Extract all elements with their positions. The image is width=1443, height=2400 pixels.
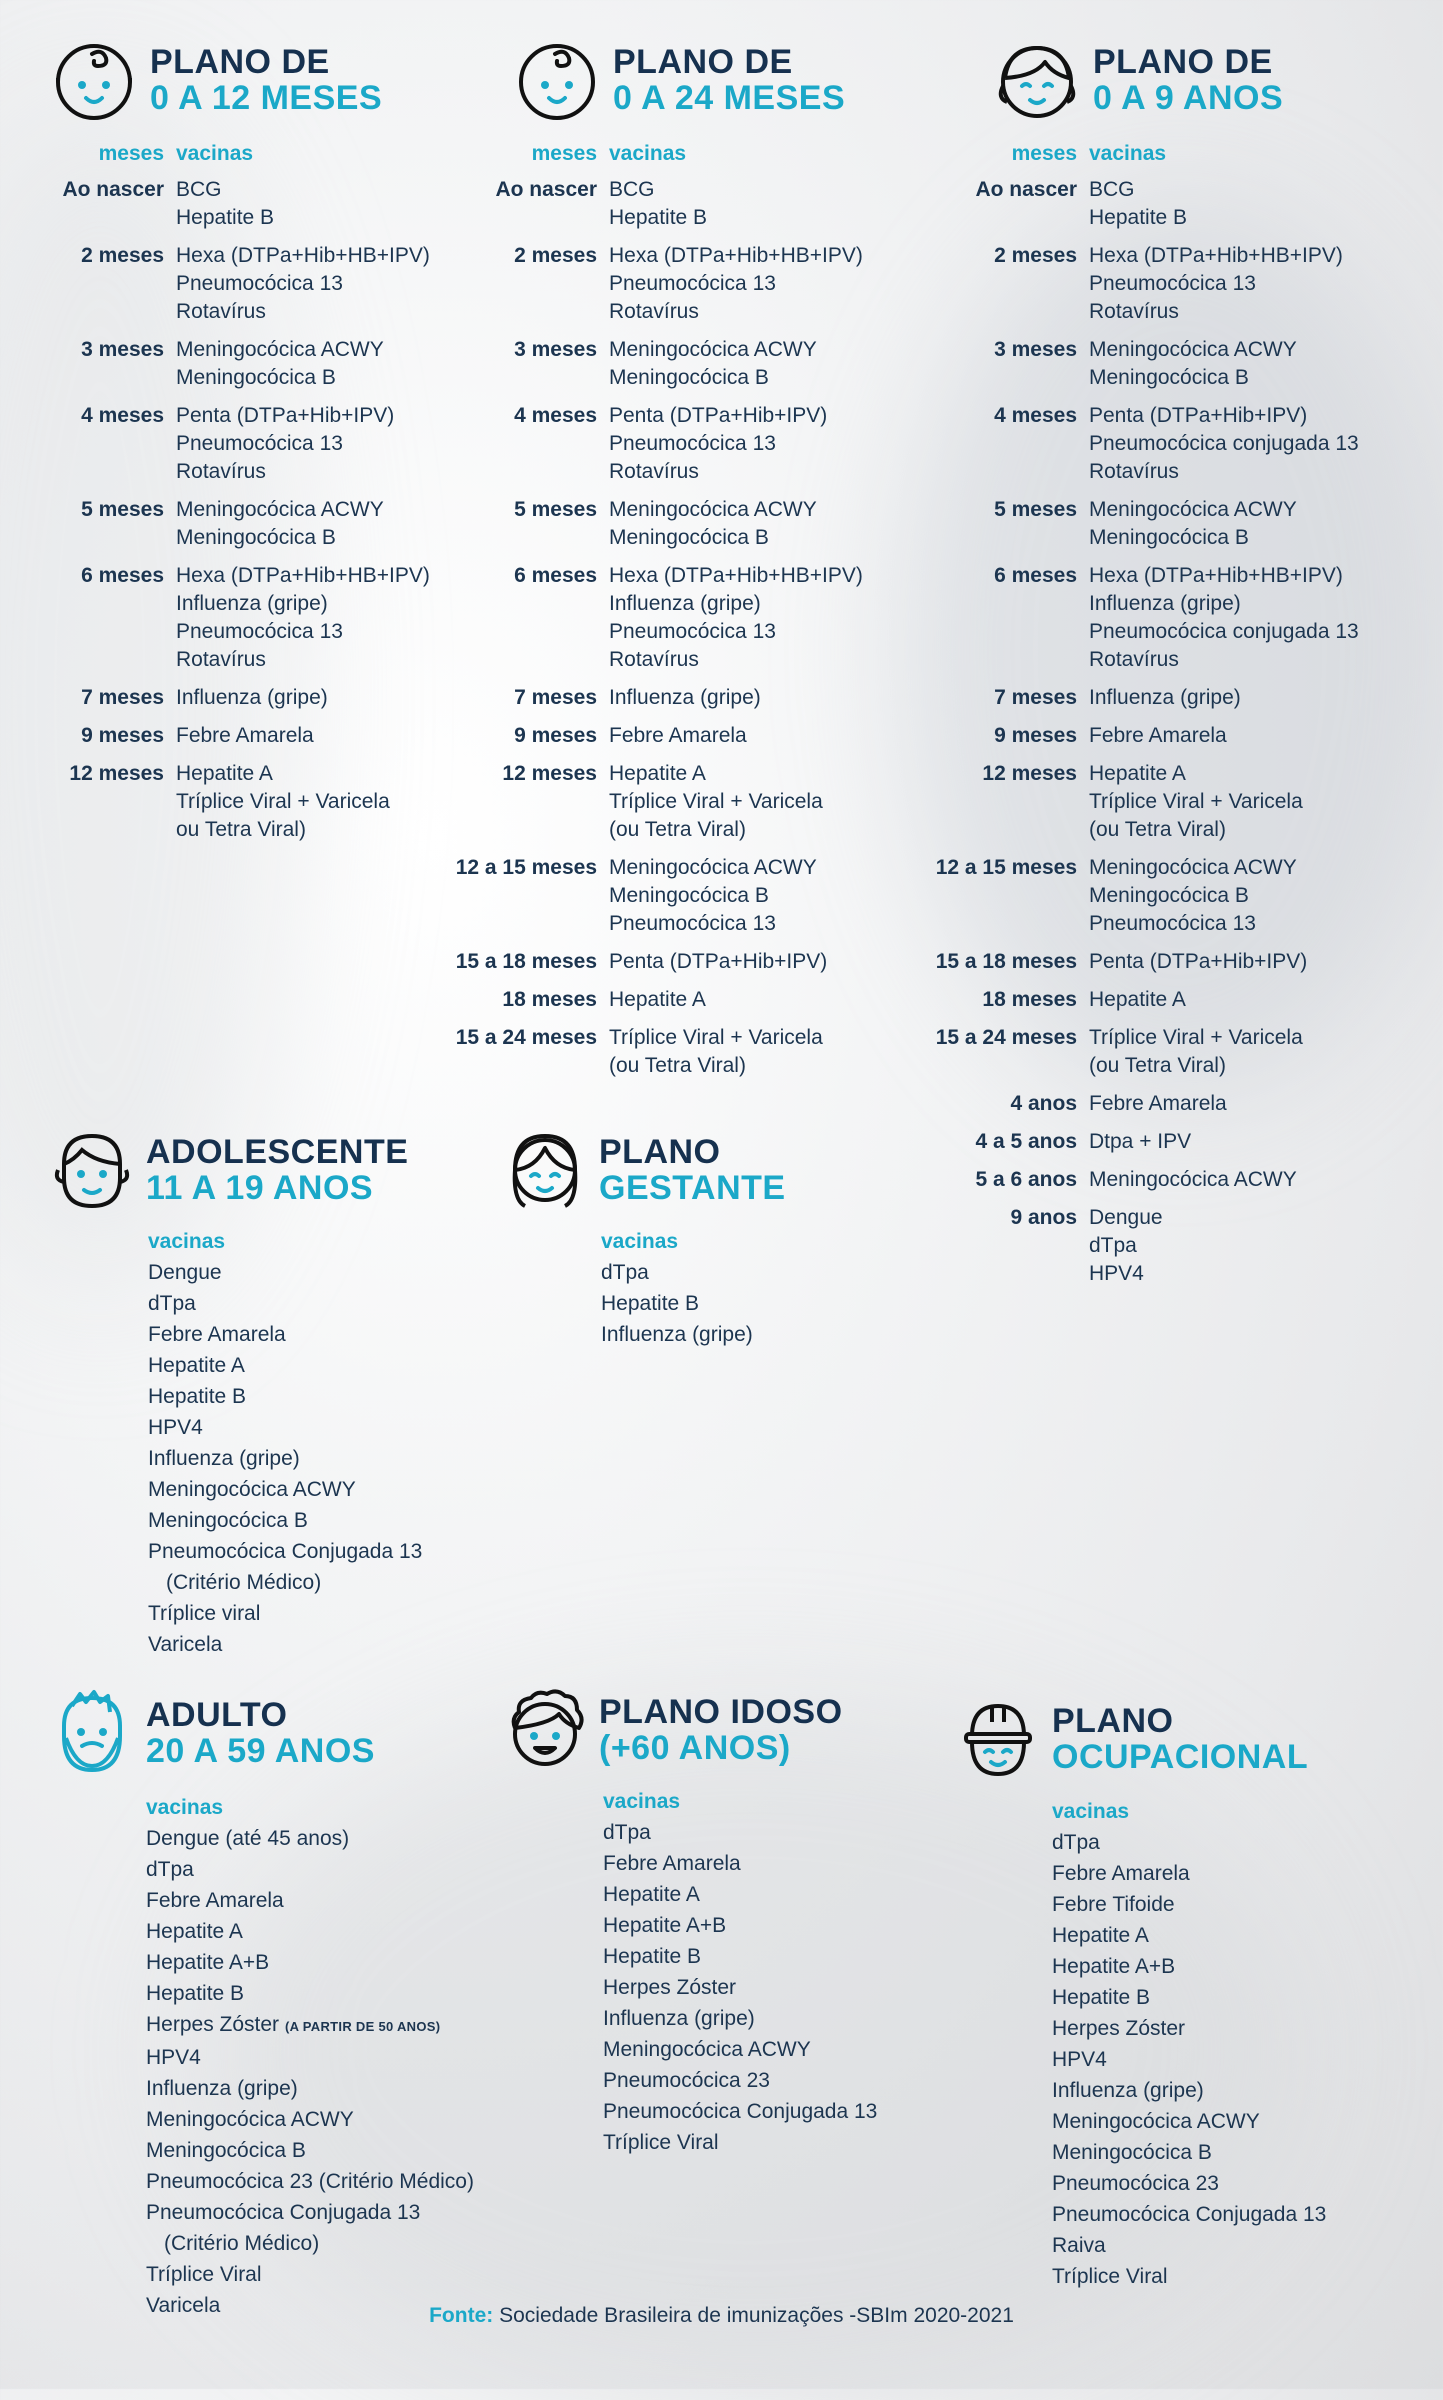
source-label: Fonte:: [429, 2304, 494, 2327]
vaccine-name: Meningocócica B: [148, 1509, 308, 1532]
schedule-age: 9 meses: [81, 724, 164, 747]
plan-subtitle: 11 A 19 ANOS: [146, 1169, 374, 1207]
vaccine-name: Hepatite A: [148, 1354, 245, 1377]
vaccine-list: [1052, 1796, 1418, 2292]
list-item: [146, 1947, 492, 1978]
list-item: [1052, 2230, 1418, 2261]
list-header: vacinas: [146, 1796, 224, 1819]
vaccine-name: Tríplice Viral: [146, 2263, 262, 2286]
vaccine-name: Pneumocócica 23 (Critério Médico): [146, 2170, 474, 2193]
list-item: [146, 1916, 492, 1947]
list-item: [148, 1319, 472, 1350]
schedule-row: [917, 854, 1437, 938]
schedule-row: [437, 722, 907, 750]
schedule-row: [437, 684, 907, 712]
vaccine-name: Febre Amarela: [1052, 1862, 1190, 1885]
schedule-row: [917, 1204, 1437, 1288]
schedule-vaccines: Penta (DTPa+Hib+IPV): [609, 950, 828, 973]
vaccine-name: Meningocócica ACWY: [603, 2038, 811, 2061]
list-item: [603, 2065, 945, 2096]
schedule-age: 4 a 5 anos: [975, 1130, 1077, 1153]
plan-title: ADOLESCENTE: [146, 1133, 409, 1171]
schedule-header: [917, 140, 1437, 168]
schedule-row: [917, 242, 1437, 326]
plan-ocupacional: [958, 1696, 1418, 2292]
schedule-vaccines: Meningocócica ACWY Meningocócica B: [609, 338, 817, 389]
schedule-row: [52, 684, 452, 712]
schedule-age: 12 meses: [69, 762, 164, 785]
schedule-age: 4 anos: [1010, 1092, 1077, 1115]
schedule-age: 7 meses: [514, 686, 597, 709]
schedule-vaccines: Penta (DTPa+Hib+IPV) Pneumocócica 13 Rotavírus: [176, 404, 395, 483]
schedule-table: [52, 140, 452, 844]
schedule-vaccines: Influenza (gripe): [1089, 686, 1241, 709]
schedule-row: [437, 1024, 907, 1080]
vaccine-name: Influenza (gripe): [146, 2077, 298, 2100]
list-item: [148, 1350, 472, 1381]
bearded-man-icon: [52, 1688, 132, 1778]
schedule-row: [917, 1128, 1437, 1156]
list-item: [603, 2127, 945, 2158]
schedule-vaccines: Hexa (DTPa+Hib+HB+IPV) Pneumocócica 13 Rotavírus: [609, 244, 863, 323]
vaccine-name: Pneumocócica 23: [1052, 2172, 1219, 2195]
list-item: [1052, 2075, 1418, 2106]
list-item: [146, 2259, 492, 2290]
schedule-row: [437, 562, 907, 674]
schedule-row: [52, 336, 452, 392]
schedule-vaccines: Tríplice Viral + Varicela (ou Tetra Viral): [609, 1026, 823, 1077]
vaccine-name: Meningocócica B: [1052, 2141, 1212, 2164]
list-item: [146, 1978, 492, 2009]
schedule-age: 5 meses: [514, 498, 597, 521]
vaccine-name: Hepatite A+B: [146, 1951, 270, 1974]
vaccine-name: Influenza (gripe): [601, 1323, 753, 1346]
schedule-age: 15 a 18 meses: [455, 950, 597, 973]
list-item: [1052, 1951, 1418, 1982]
schedule-age: 4 meses: [81, 404, 164, 427]
list-item: [603, 1941, 945, 1972]
vaccine-name: Febre Amarela: [603, 1852, 741, 1875]
plan-adulto: [52, 1688, 492, 2321]
list-item: [148, 1505, 472, 1536]
vaccine-name: Herpes Zóster: [146, 2013, 280, 2036]
list-item: [1052, 1858, 1418, 1889]
baby-face-icon: [52, 38, 136, 122]
plan-subtitle: GESTANTE: [599, 1169, 786, 1207]
vaccine-name: Hepatite B: [603, 1945, 702, 1968]
schedule-row: [917, 336, 1437, 392]
schedule-row: [437, 496, 907, 552]
list-item: [1052, 1889, 1418, 1920]
schedule-vaccines: Penta (DTPa+Hib+IPV): [1089, 950, 1308, 973]
schedule-vaccines: Febre Amarela: [1089, 1092, 1227, 1115]
vaccine-name: Raiva: [1052, 2234, 1106, 2257]
list-item: [1052, 2168, 1418, 2199]
list-header: vacinas: [601, 1230, 679, 1253]
list-item: [1052, 1982, 1418, 2013]
schedule-row: [52, 242, 452, 326]
list-item: [603, 1817, 945, 1848]
schedule-age: 12 a 15 meses: [455, 856, 597, 879]
schedule-header: [437, 140, 907, 168]
vaccine-name: Hepatite B: [146, 1982, 245, 2005]
schedule-row: [437, 854, 907, 938]
schedule-header: [52, 140, 452, 168]
schedule-row: [917, 760, 1437, 844]
schedule-row: [52, 496, 452, 552]
plan-title: PLANO DE: [150, 43, 330, 81]
vaccine-name: Meningocócica ACWY: [1052, 2110, 1260, 2133]
list-item: [146, 1885, 492, 1916]
vaccine-list: [146, 1792, 492, 2321]
schedule-vaccines: BCG Hepatite B: [176, 178, 275, 229]
vaccine-name: Meningocócica ACWY: [148, 1478, 356, 1501]
schedule-vaccines: Hexa (DTPa+Hib+HB+IPV) Influenza (gripe) Pneumocócica 13 Rotavírus: [176, 564, 430, 671]
plan-title: ADULTO: [146, 1696, 288, 1734]
schedule-age: Ao nascer: [495, 178, 597, 201]
vaccine-name: Pneumocócica Conjugada 13: [603, 2100, 878, 2123]
schedule-age: 5 a 6 anos: [975, 1168, 1077, 1191]
header-vaccines: vacinas: [609, 142, 687, 165]
plan-title: PLANO DE: [613, 43, 793, 81]
schedule-row: [917, 562, 1437, 674]
schedule-age: 6 meses: [81, 564, 164, 587]
age-note: (A PARTIR DE 50 ANOS): [285, 2019, 441, 2034]
vaccine-list: [148, 1226, 472, 1660]
schedule-age: 6 meses: [994, 564, 1077, 587]
list-item: [601, 1288, 905, 1319]
list-item: [146, 1854, 492, 1885]
vaccine-name: Varicela: [148, 1633, 223, 1656]
vaccine-name: Herpes Zóster: [603, 1976, 737, 1999]
schedule-vaccines: BCG Hepatite B: [1089, 178, 1188, 229]
vaccine-name: Hepatite B: [148, 1385, 247, 1408]
plan-title: PLANO IDOSO: [599, 1693, 843, 1731]
list-item: [146, 2104, 492, 2135]
schedule-age: 18 meses: [982, 988, 1077, 1011]
vaccine-name: Hepatite A+B: [603, 1914, 727, 1937]
list-item: [146, 2228, 492, 2259]
list-item: [146, 2166, 492, 2197]
schedule-age: 12 a 15 meses: [935, 856, 1077, 879]
vaccine-list: [603, 1786, 945, 2158]
vaccine-name: Hepatite B: [1052, 1986, 1151, 2009]
plan-subtitle: OCUPACIONAL: [1052, 1738, 1309, 1776]
schedule-age: 4 meses: [514, 404, 597, 427]
vaccine-name: Hepatite A: [603, 1883, 700, 1906]
vaccine-name: Dengue: [148, 1261, 222, 1284]
schedule-row: [437, 176, 907, 232]
schedule-age: 18 meses: [502, 988, 597, 1011]
plan-idoso: [505, 1688, 945, 2158]
list-header: vacinas: [603, 1790, 681, 1813]
schedule-age: 9 meses: [514, 724, 597, 747]
vaccine-name: Pneumocócica Conjugada 13: [1052, 2203, 1327, 2226]
list-item: [148, 1288, 472, 1319]
schedule-vaccines: Hepatite A Tríplice Viral + Varicela ou Tetra Viral): [176, 762, 390, 841]
list-item: [1052, 2106, 1418, 2137]
vaccine-name: Influenza (gripe): [148, 1447, 300, 1470]
schedule-age: 6 meses: [514, 564, 597, 587]
list-item: [148, 1474, 472, 1505]
plan-subtitle: (+60 ANOS): [599, 1729, 791, 1767]
list-item: [603, 1910, 945, 1941]
list-item: [146, 1823, 492, 1854]
schedule-table: [437, 140, 907, 1080]
plan-0-12-months: [52, 38, 452, 854]
list-item: [148, 1536, 472, 1567]
schedule-row: [917, 684, 1437, 712]
vaccine-name: Dengue (até 45 anos): [146, 1827, 350, 1850]
schedule-vaccines: Influenza (gripe): [176, 686, 328, 709]
schedule-vaccines: Meningocócica ACWY Meningocócica B: [1089, 338, 1297, 389]
schedule-vaccines: Hepatite A Tríplice Viral + Varicela (ou Tetra Viral): [609, 762, 823, 841]
schedule-age: 9 meses: [994, 724, 1077, 747]
schedule-age: 15 a 24 meses: [935, 1026, 1077, 1049]
schedule-vaccines: Hexa (DTPa+Hib+HB+IPV) Influenza (gripe) Pneumocócica conjugada 13 Rotavírus: [1089, 564, 1359, 671]
list-item: [146, 2042, 492, 2073]
header-age: meses: [98, 142, 164, 165]
plan-0-24-months: [437, 38, 907, 1090]
list-item: [1052, 2261, 1418, 2292]
list-item: [603, 1972, 945, 2003]
schedule-vaccines: Meningocócica ACWY Meningocócica B Pneumocócica 13: [609, 856, 817, 935]
schedule-age: 3 meses: [514, 338, 597, 361]
vaccine-name: Pneumocócica 23: [603, 2069, 770, 2092]
vaccine-name: Herpes Zóster: [1052, 2017, 1186, 2040]
schedule-vaccines: Tríplice Viral + Varicela (ou Tetra Viral): [1089, 1026, 1303, 1077]
vaccine-name: Febre Amarela: [148, 1323, 286, 1346]
source-footer: [0, 2304, 1443, 2328]
hard-hat-worker-icon: [958, 1696, 1038, 1782]
list-item: [148, 1257, 472, 1288]
girl-face-icon: [995, 38, 1079, 122]
woman-face-icon: [505, 1128, 585, 1212]
plan-subtitle: 0 A 24 MESES: [613, 79, 846, 117]
schedule-vaccines: Hepatite A: [609, 988, 706, 1011]
header-vaccines: vacinas: [176, 142, 254, 165]
schedule-row: [52, 562, 452, 674]
schedule-row: [917, 402, 1437, 486]
schedule-row: [917, 496, 1437, 552]
vaccine-list: [601, 1226, 905, 1350]
vaccine-name: (Critério Médico): [164, 2232, 320, 2255]
schedule-row: [52, 176, 452, 232]
schedule-row: [437, 948, 907, 976]
schedule-vaccines: Febre Amarela: [609, 724, 747, 747]
schedule-vaccines: Dtpa + IPV: [1089, 1130, 1192, 1153]
schedule-vaccines: Febre Amarela: [1089, 724, 1227, 747]
list-item: [1052, 2044, 1418, 2075]
list-item: [148, 1629, 472, 1660]
schedule-row: [917, 176, 1437, 232]
vaccine-name: dTpa: [148, 1292, 196, 1315]
schedule-vaccines: Meningocócica ACWY Meningocócica B: [1089, 498, 1297, 549]
header-vaccines: vacinas: [1089, 142, 1167, 165]
schedule-age: 15 a 18 meses: [935, 950, 1077, 973]
schedule-row: [52, 402, 452, 486]
vaccine-name: HPV4: [148, 1416, 203, 1439]
schedule-vaccines: Hexa (DTPa+Hib+HB+IPV) Pneumocócica 13 Rotavírus: [1089, 244, 1343, 323]
vaccine-name: dTpa: [146, 1858, 194, 1881]
list-item: [148, 1567, 472, 1598]
list-item: [1052, 2137, 1418, 2168]
schedule-row: [52, 760, 452, 844]
schedule-row: [917, 1090, 1437, 1118]
list-item: [603, 1879, 945, 1910]
vaccine-name: Febre Tifoide: [1052, 1893, 1175, 1916]
list-item: [1052, 1827, 1418, 1858]
list-item: [148, 1381, 472, 1412]
header-age: meses: [531, 142, 597, 165]
schedule-age: 9 anos: [1010, 1206, 1077, 1229]
schedule-row: [917, 1166, 1437, 1194]
schedule-age: 7 meses: [81, 686, 164, 709]
plan-title: PLANO: [599, 1133, 721, 1171]
schedule-vaccines: BCG Hepatite B: [609, 178, 708, 229]
plan-subtitle: 0 A 12 MESES: [150, 79, 383, 117]
schedule-vaccines: Meningocócica ACWY Meningocócica B Pneumocócica 13: [1089, 856, 1297, 935]
vaccine-name: dTpa: [601, 1261, 649, 1284]
plan-subtitle: 0 A 9 ANOS: [1093, 79, 1284, 117]
list-item: [146, 2135, 492, 2166]
schedule-row: [917, 986, 1437, 1014]
vaccine-name: Hepatite B: [601, 1292, 700, 1315]
vaccine-name: HPV4: [146, 2046, 201, 2069]
list-header: vacinas: [148, 1230, 226, 1253]
schedule-row: [917, 722, 1437, 750]
schedule-age: 15 a 24 meses: [455, 1026, 597, 1049]
schedule-age: 12 meses: [982, 762, 1077, 785]
plan-gestante: [505, 1128, 905, 1350]
schedule-row: [437, 986, 907, 1014]
schedule-age: 4 meses: [994, 404, 1077, 427]
schedule-age: 2 meses: [514, 244, 597, 267]
vaccine-name: (Critério Médico): [166, 1571, 322, 1594]
schedule-age: 5 meses: [81, 498, 164, 521]
curly-hair-man-icon: [505, 1688, 585, 1772]
list-item: [1052, 2013, 1418, 2044]
schedule-vaccines: Hepatite A Tríplice Viral + Varicela (ou Tetra Viral): [1089, 762, 1303, 841]
list-item: [601, 1257, 905, 1288]
vaccine-name: dTpa: [603, 1821, 651, 1844]
list-item: [148, 1443, 472, 1474]
schedule-age: 2 meses: [994, 244, 1077, 267]
schedule-vaccines: Meningocócica ACWY Meningocócica B: [176, 498, 384, 549]
list-header: vacinas: [1052, 1800, 1130, 1823]
schedule-row: [437, 336, 907, 392]
schedule-row: [437, 760, 907, 844]
schedule-vaccines: Meningocócica ACWY Meningocócica B: [609, 498, 817, 549]
schedule-row: [917, 1024, 1437, 1080]
list-item: [1052, 1920, 1418, 1951]
schedule-vaccines: Febre Amarela: [176, 724, 314, 747]
vaccine-name: Tríplice Viral: [603, 2131, 719, 2154]
schedule-age: 5 meses: [994, 498, 1077, 521]
list-item: [146, 2197, 492, 2228]
vaccine-name: Tríplice viral: [148, 1602, 261, 1625]
schedule-age: Ao nascer: [975, 178, 1077, 201]
list-item: [603, 2096, 945, 2127]
vaccine-name: Febre Amarela: [146, 1889, 284, 1912]
schedule-row: [437, 402, 907, 486]
list-item: [148, 1598, 472, 1629]
schedule-age: 3 meses: [81, 338, 164, 361]
plan-adolescente: [52, 1128, 472, 1660]
plan-0-9-years: [917, 38, 1437, 1298]
baby-face-icon: [515, 38, 599, 122]
list-item: [603, 2034, 945, 2065]
schedule-row: [52, 722, 452, 750]
schedule-vaccines: Dengue dTpa HPV4: [1089, 1206, 1163, 1285]
vaccine-name: Hepatite A: [1052, 1924, 1149, 1947]
vaccine-name: dTpa: [1052, 1831, 1100, 1854]
vaccine-name: Pneumocócica Conjugada 13: [148, 1540, 423, 1563]
list-item: [603, 2003, 945, 2034]
schedule-table: [917, 140, 1437, 1288]
schedule-age: 12 meses: [502, 762, 597, 785]
schedule-vaccines: Meningocócica ACWY: [1089, 1168, 1297, 1191]
vaccine-name: Hepatite A: [146, 1920, 243, 1943]
vaccine-name: Tríplice Viral: [1052, 2265, 1168, 2288]
schedule-age: Ao nascer: [62, 178, 164, 201]
vaccine-name: Meningocócica ACWY: [146, 2108, 354, 2131]
schedule-vaccines: Hexa (DTPa+Hib+HB+IPV) Influenza (gripe) Pneumocócica 13 Rotavírus: [609, 564, 863, 671]
vaccine-name: Meningocócica B: [146, 2139, 306, 2162]
plan-title: PLANO DE: [1093, 43, 1273, 81]
vaccine-name: Pneumocócica Conjugada 13: [146, 2201, 421, 2224]
vaccine-name: Hepatite A+B: [1052, 1955, 1176, 1978]
schedule-age: 3 meses: [994, 338, 1077, 361]
list-item: [146, 2009, 492, 2042]
schedule-vaccines: Penta (DTPa+Hib+IPV) Pneumocócica conjugada 13 Rotavírus: [1089, 404, 1359, 483]
source-text: Sociedade Brasileira de imunizações -SBIm 2020-2021: [493, 2304, 1014, 2327]
schedule-vaccines: Hepatite A: [1089, 988, 1186, 1011]
schedule-vaccines: Hexa (DTPa+Hib+HB+IPV) Pneumocócica 13 Rotavírus: [176, 244, 430, 323]
list-item: [601, 1319, 905, 1350]
schedule-vaccines: Meningocócica ACWY Meningocócica B: [176, 338, 384, 389]
vaccine-name: HPV4: [1052, 2048, 1107, 2071]
plan-title: PLANO: [1052, 1702, 1174, 1740]
plan-subtitle: 20 A 59 ANOS: [146, 1732, 375, 1770]
header-age: meses: [1011, 142, 1077, 165]
teen-boy-face-icon: [52, 1128, 132, 1212]
list-item: [148, 1412, 472, 1443]
list-item: [603, 1848, 945, 1879]
list-item: [1052, 2199, 1418, 2230]
vaccine-name: Influenza (gripe): [603, 2007, 755, 2030]
schedule-row: [917, 948, 1437, 976]
schedule-age: 2 meses: [81, 244, 164, 267]
schedule-vaccines: Influenza (gripe): [609, 686, 761, 709]
vaccine-name: Influenza (gripe): [1052, 2079, 1204, 2102]
schedule-age: 7 meses: [994, 686, 1077, 709]
vaccine-name: Varicela: [146, 2294, 221, 2317]
list-item: [146, 2073, 492, 2104]
schedule-vaccines: Penta (DTPa+Hib+IPV) Pneumocócica 13 Rotavírus: [609, 404, 828, 483]
schedule-row: [437, 242, 907, 326]
